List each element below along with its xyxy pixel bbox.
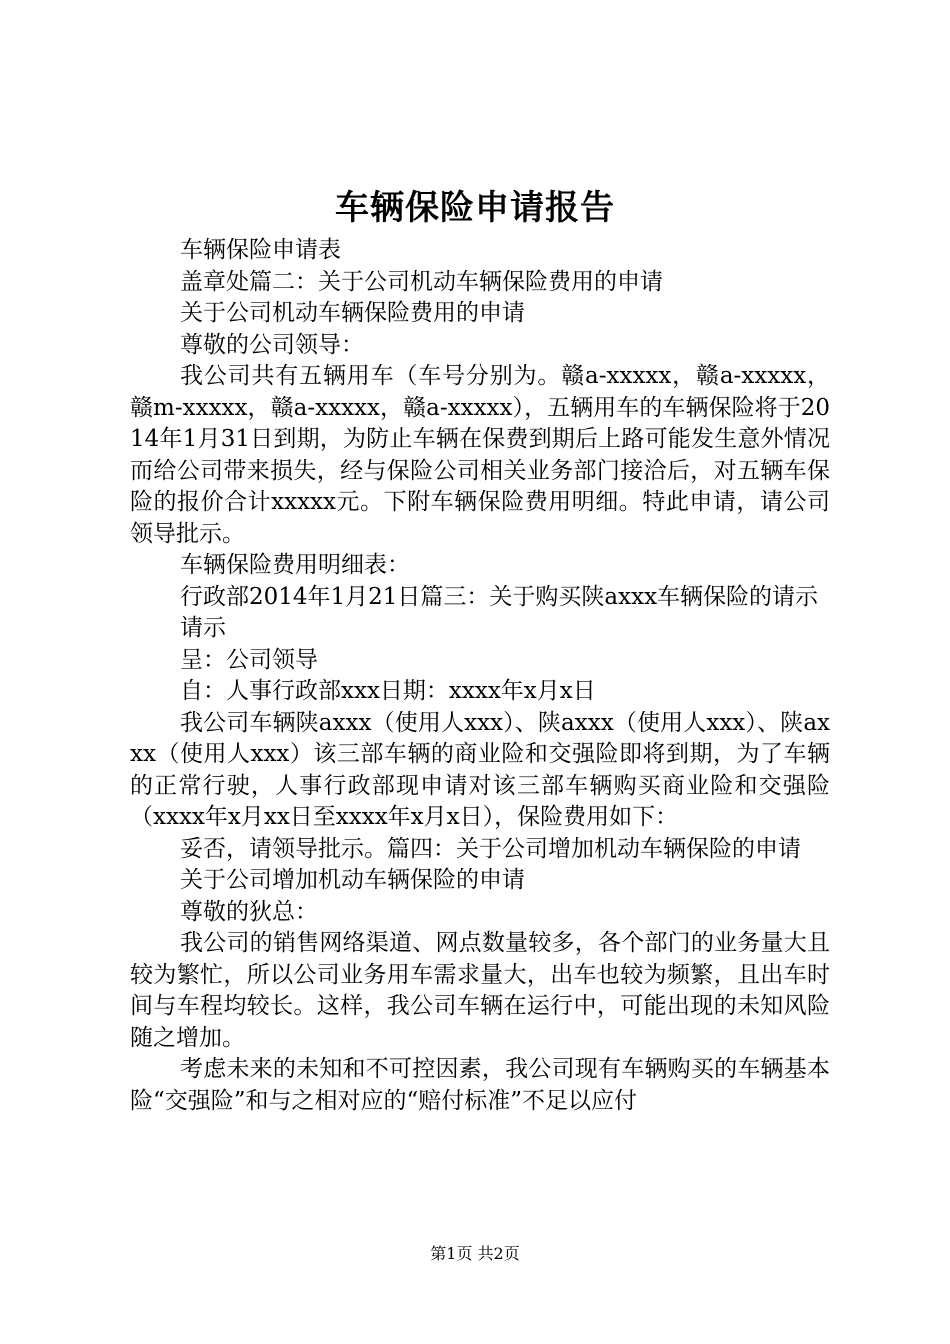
- paragraph: 车辆保险费用明细表：: [180, 552, 410, 578]
- paragraph: 请示: [180, 615, 226, 641]
- paragraph: 我公司共有五辆用车（车号分别为。赣a-xxxxx，赣a-xxxxx，赣m-xxxxx，赣a-xxxxx，赣a-xxxxx），五辆用车的车辆保险将于2014年1月31日到期，为防止车辆在保费到期后上路可能发生意外情况而给公司带来损失，经与保险公司相关业务部门接洽后，对五辆车保险的报价合计xxxxx元。下附车辆保险费用明细。特此申请，请公司领导批示。: [130, 363, 830, 547]
- paragraph: 我公司车辆陕axxx（使用人xxx）、陕axxx（使用人xxx）、陕axxx（使用人xxx）该三部车辆的商业险和交强险即将到期，为了车辆的正常行驶，人事行政部现申请对该三部车辆购买商业险和交强险（xxxx年x月xx日至xxxx年x月x日），保险费用如下：: [130, 709, 830, 830]
- paragraph: 呈：公司领导: [180, 646, 318, 673]
- document-body: [130, 235, 830, 1117]
- paragraph: 关于公司增加机动车辆保险的申请: [180, 867, 525, 893]
- paragraph: 妥否，请领导批示。篇四：关于公司增加机动车辆保险的申请: [180, 835, 801, 862]
- page-number-footer: 第1页 共2页: [430, 1244, 520, 1263]
- paragraph: 自：人事行政部xxx日期：xxxx年x月x日: [180, 678, 596, 704]
- paragraph: 尊敬的公司领导：: [180, 331, 364, 358]
- paragraph: 行政部2014年1月21日篇三：关于购买陕axxx车辆保险的请示: [180, 583, 819, 610]
- paragraph: 盖章处篇二：关于公司机动车辆保险费用的申请: [180, 268, 663, 295]
- paragraph: 考虑未来的未知和不可控因素，我公司现有车辆购买的车辆基本险“交强险”和与之相对应的“赔付标准”不足以应付: [130, 1056, 830, 1114]
- paragraph: 我公司的销售网络渠道、网点数量较多，各个部门的业务量大且较为繁忙，所以公司业务用车需求量大，出车也较为频繁，且出车时间与车程均较长。这样，我公司车辆在运行中，可能出现的未知风险随之增加。: [130, 930, 830, 1051]
- document-title: 车辆保险申请报告: [335, 188, 615, 228]
- paragraph: 车辆保险申请表: [180, 237, 341, 263]
- paragraph: 尊敬的狄总：: [180, 898, 318, 925]
- paragraph: 关于公司机动车辆保险费用的申请: [180, 300, 525, 326]
